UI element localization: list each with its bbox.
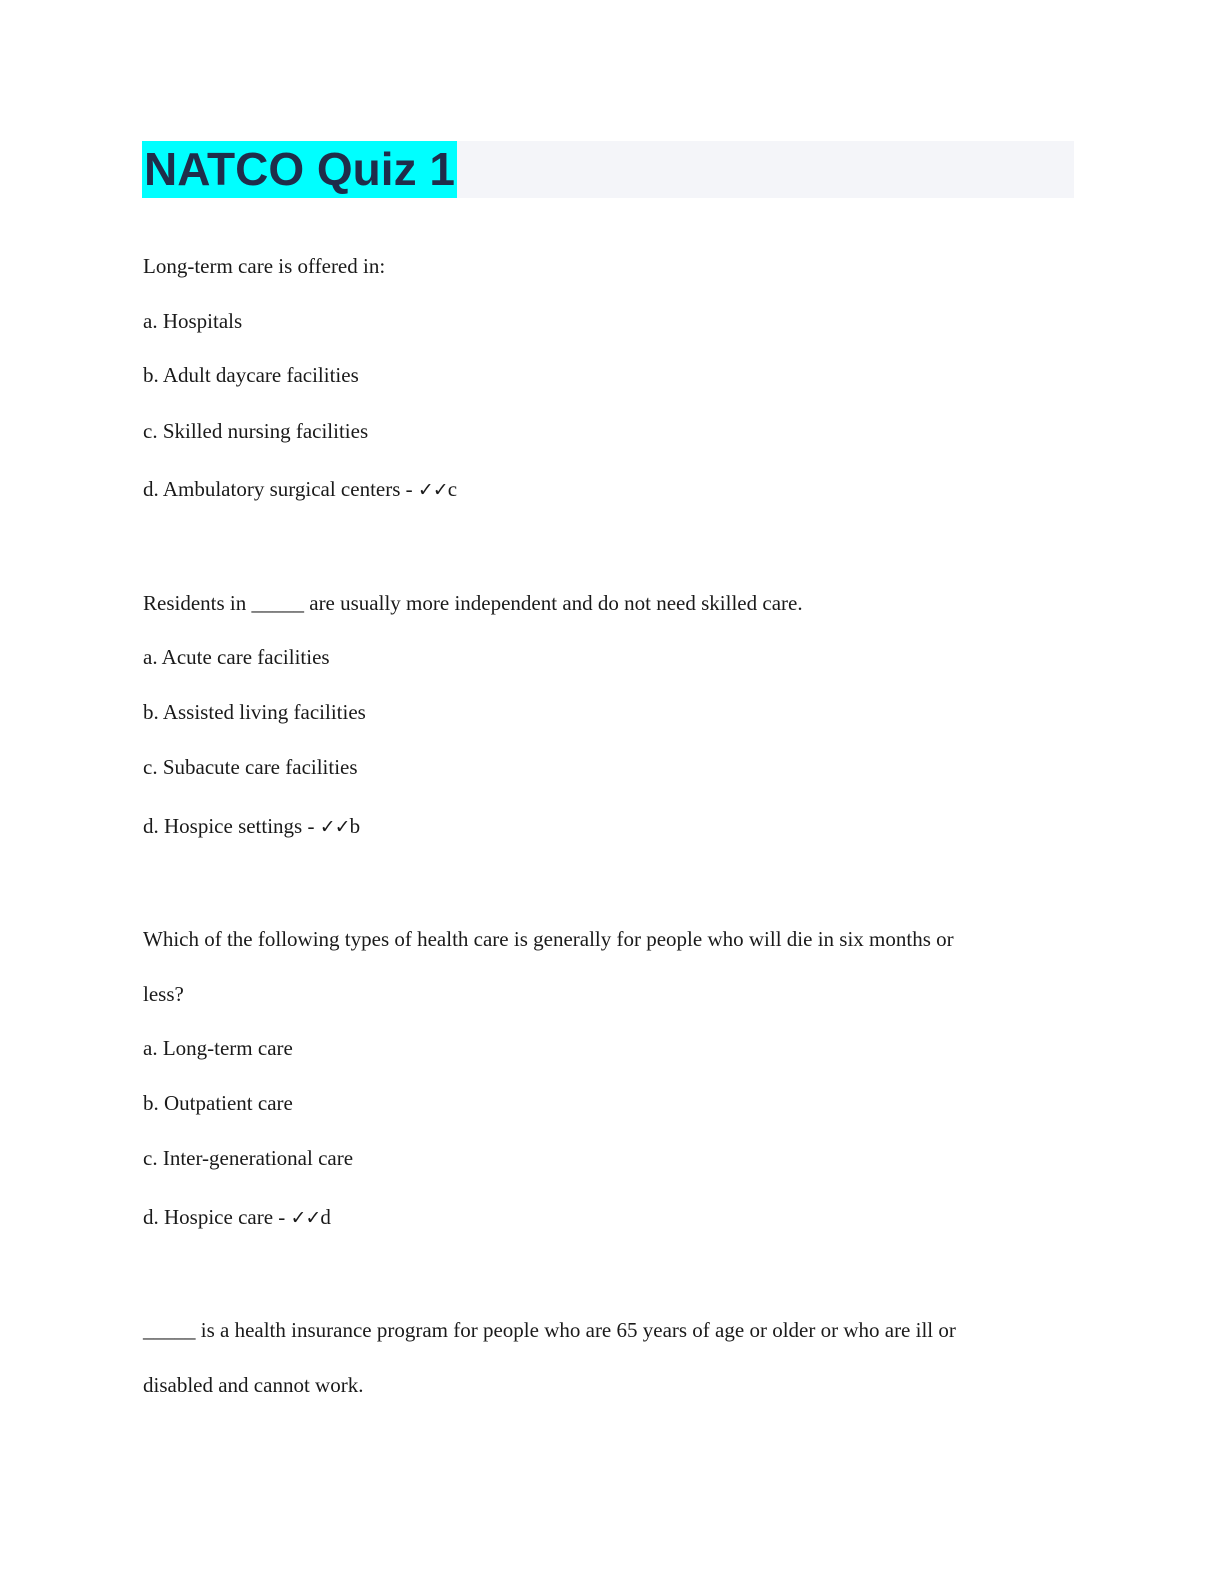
question-4-text-line-1: _____ is a health insurance program for people who are 65 years of age or older or who are ill or bbox=[143, 1318, 956, 1342]
question-2-option-a: a. Acute care facilities bbox=[143, 645, 330, 669]
question-3-text-line-1: Which of the following types of health care is generally for people who will die in six months or bbox=[143, 927, 954, 951]
question-2-option-c: c. Subacute care facilities bbox=[143, 755, 358, 779]
question-1-option-c: c. Skilled nursing facilities bbox=[143, 419, 369, 443]
question-3-option-c: c. Inter-generational care bbox=[143, 1146, 354, 1170]
question-2-option-b: b. Assisted living facilities bbox=[143, 700, 366, 724]
question-1-text: Long-term care is offered in: bbox=[143, 254, 386, 278]
question-3-answer: d bbox=[320, 1205, 331, 1229]
title-highlight bbox=[142, 141, 457, 198]
question-3-option-a: a. Long-term care bbox=[143, 1036, 293, 1060]
question-4-text-line-2: disabled and cannot work. bbox=[143, 1373, 364, 1397]
page-title: NATCO Quiz 1 bbox=[144, 143, 455, 195]
question-3-option-d: d. Hospice care - bbox=[143, 1205, 291, 1229]
title-band bbox=[142, 141, 1074, 198]
question-1-option-d-line bbox=[143, 476, 457, 503]
question-3-option-d-line bbox=[143, 1204, 331, 1231]
checkmark-icon: ✓✓ bbox=[417, 479, 448, 501]
question-2-answer: b bbox=[349, 814, 361, 838]
question-1-option-b: b. Adult daycare facilities bbox=[143, 363, 359, 387]
question-1-option-a: a. Hospitals bbox=[143, 309, 243, 333]
question-2-option-d: d. Hospice settings - bbox=[143, 814, 320, 838]
question-3-option-b: b. Outpatient care bbox=[143, 1091, 293, 1115]
checkmark-icon: ✓✓ bbox=[290, 1207, 321, 1229]
question-1-answer: c bbox=[447, 477, 458, 501]
question-2-option-d-line bbox=[143, 813, 360, 840]
checkmark-icon: ✓✓ bbox=[319, 816, 350, 838]
question-2-text: Residents in _____ are usually more independent and do not need skilled care. bbox=[143, 591, 803, 615]
question-3-text-line-2: less? bbox=[143, 982, 184, 1006]
question-1-option-d: d. Ambulatory surgical centers - bbox=[143, 477, 418, 501]
